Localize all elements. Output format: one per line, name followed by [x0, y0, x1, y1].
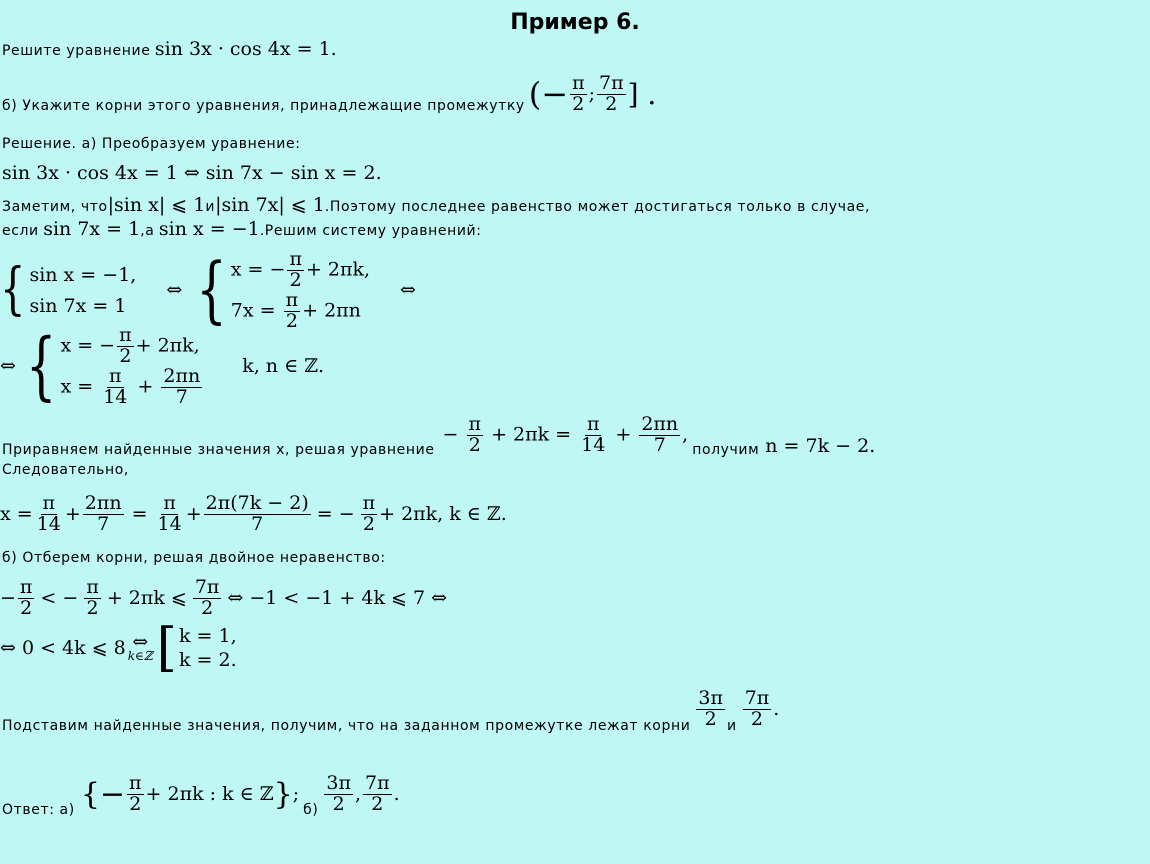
inequality-1: − $\frac{\pi}{2}$ < − $\frac{\pi}{2}$ + 2πk ⩽ 7π 2 ⇔ −1 < −1 + 4k ⩽ 7 ⇔	[0, 576, 448, 619]
x-expression: x = $\frac{\pi}{14}$ + $\frac{2\pi n}{7}$ = $\frac{\pi}{14}$ + $\frac{2\pi(7k - 2)}{7}$ = − $\frac{\pi}{2}$ + 2πk, k ∈ ℤ.	[0, 492, 507, 535]
note-text: .Поэтому последнее равенство может достигаться только в случае,	[324, 199, 871, 215]
note-abs1: |sin x| ⩽ 1	[107, 194, 206, 216]
part-b-heading: б) Отберем корни, решая двойное неравенство:	[2, 550, 386, 566]
answer-set-open: {−	[80, 776, 126, 812]
iff-2: ⇔	[400, 279, 416, 301]
answer-set-mid: + 2πk : k ∈ ℤ	[145, 783, 274, 805]
k-equals-2: k = 2.	[178, 649, 237, 671]
answer-label-a: Ответ: а)	[2, 802, 75, 818]
answer-semicolon: ;	[292, 783, 300, 805]
substitute-and: и	[726, 718, 737, 734]
answer-label-b: б)	[303, 802, 319, 818]
interval-right: ] .	[627, 77, 657, 111]
system-2-row2: 7x = $\frac{\pi}{2}$ + 2πn	[230, 288, 361, 332]
get-equation: n = 7k − 2.	[765, 435, 876, 457]
note-abs2: |sin 7x| ⩽ 1	[215, 194, 325, 216]
page-title: Пример 6.	[510, 10, 640, 35]
therefore-text: Следовательно,	[2, 462, 129, 478]
equate-equation: − $\frac{\pi}{2}$ + 2πk = $\frac{\pi}{14}$ + $\frac{2\pi n}{7}$ ,	[442, 412, 689, 456]
answer-line: Ответ: а) {− $\frac{\pi}{2}$ + 2πk : k ∈ ℤ } ; б) 3π 2 , 7π 2 .	[2, 771, 400, 818]
problem-intro: Решите уравнение	[2, 43, 151, 59]
system-1-row1: sin x = −1,	[29, 263, 137, 286]
k-n-domain: k, n ∈ ℤ.	[242, 355, 325, 377]
system-1-brace: {	[0, 257, 26, 323]
part-b-text: б) Укажите корни этого уравнения, принадлежащие промежутку	[2, 98, 525, 115]
root-7pi-2: 7π 2	[744, 686, 770, 730]
problem-line	[2, 38, 337, 60]
equation-transformed: sin 3x · cos 4x = 1 ⇔ sin 7x − sin x = 2.	[2, 162, 382, 184]
system-2-row1: x = − $\frac{\pi}{2}$ + 2πk,	[230, 248, 371, 291]
inequality-2: ⇔ 0 < 4k ⩽ 8 ⇔ k∈ℤ [ k = 1, k = 2.	[0, 618, 237, 678]
system-3-row1: x = − $\frac{\pi}{2}$ + 2πk,	[60, 324, 200, 367]
if-prefix: если	[2, 223, 39, 239]
interval-frac-7pi-2: 7π 2	[599, 72, 624, 115]
note-line	[2, 194, 870, 216]
interval-left: (−	[528, 75, 569, 114]
get-text: получим	[692, 442, 760, 458]
system-2-brace: {	[196, 248, 227, 332]
if-eq2: sin x = −1	[158, 218, 260, 240]
system-1	[0, 250, 416, 330]
root-3pi-2: 3π 2	[698, 686, 723, 730]
substitute-text: Подставим найденные значения, получим, что на заданном промежутке лежат корни	[2, 718, 691, 734]
part-b-line	[2, 74, 656, 115]
system-3-brace: {	[25, 322, 57, 410]
equate-line	[2, 412, 875, 458]
if-text: .Решим систему уравнений:	[259, 223, 482, 239]
if-line	[2, 218, 482, 240]
if-comma: ,а	[140, 223, 155, 239]
note-and: и	[205, 199, 216, 215]
k-equals-1: k = 1,	[178, 625, 237, 647]
if-eq1: sin 7x = 1	[43, 218, 141, 240]
iff-3: ⇔	[0, 355, 16, 377]
note-prefix: Заметим, что	[2, 199, 108, 215]
problem-equation: sin 3x · cos 4x = 1.	[154, 38, 337, 60]
solution-heading: Решение. а) Преобразуем уравнение:	[2, 136, 301, 152]
system-3	[0, 322, 325, 410]
equate-text: Приравняем найденные значения х, решая уравнение	[2, 442, 435, 458]
interval-sep: ;	[588, 83, 595, 106]
system-1-row2: sin 7x = 1	[29, 294, 127, 317]
substitute-line: Подставим найденные значения, получим, что на заданном промежутке лежат корни 3π 2 и 7π 2 .	[2, 686, 780, 734]
answer-set-close: }	[273, 776, 293, 812]
iff-1: ⇔	[166, 279, 183, 301]
interval-frac-pi-2: $\frac{\pi}{2}$	[572, 72, 585, 115]
system-3-row2: x = $\frac{\pi}{14}$ + $\frac{2\pi n}{7}$	[60, 364, 201, 408]
